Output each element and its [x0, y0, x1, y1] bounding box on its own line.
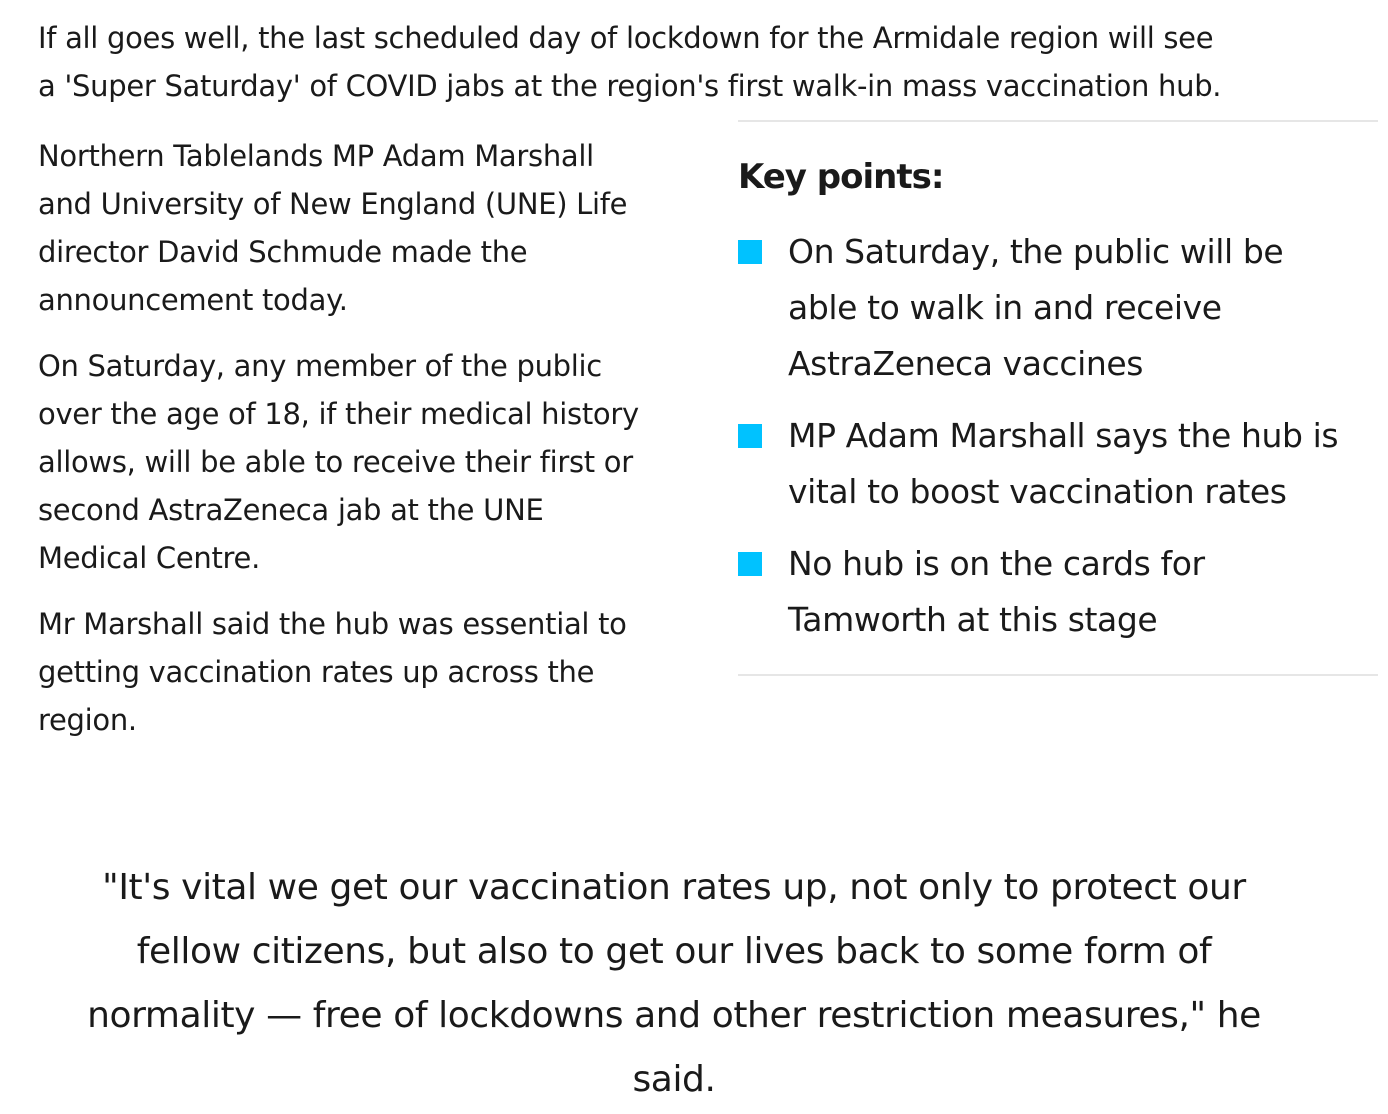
- body-line: announcement today.: [38, 283, 348, 317]
- key-point-item: [738, 408, 1378, 520]
- key-point-line: No hub is on the cards for: [788, 544, 1205, 583]
- key-point-line: AstraZeneca vaccines: [788, 344, 1144, 383]
- body-line: director David Schmude made the: [38, 235, 528, 269]
- quote-line: fellow citizens, but also to get our lives back to some form of: [136, 931, 1212, 972]
- article-columns: [38, 132, 1378, 792]
- body-line: over the age of 18, if their medical history: [38, 397, 639, 431]
- quote-line: "It's vital we get our vaccination rates up, not only to protect our: [102, 867, 1246, 908]
- body-paragraph: [38, 132, 698, 324]
- lead-line: a 'Super Saturday' of COVID jabs at the region's first walk-in mass vaccination hub.: [38, 69, 1222, 103]
- lead-paragraph: [38, 14, 1328, 110]
- pull-quote: [38, 856, 1310, 1112]
- square-bullet-icon: [738, 552, 762, 576]
- key-point-item: [738, 224, 1378, 392]
- body-line: getting vaccination rates up across the: [38, 655, 595, 689]
- square-bullet-icon: [738, 240, 762, 264]
- key-points-heading: Key points:: [738, 157, 944, 197]
- body-line: allows, will be able to receive their first or: [38, 445, 633, 479]
- body-line: and University of New England (UNE) Life: [38, 187, 628, 221]
- key-points-list: [738, 224, 1378, 648]
- body-line: Medical Centre.: [38, 541, 261, 575]
- key-point-line: able to walk in and receive: [788, 288, 1222, 327]
- body-column: [38, 132, 698, 762]
- key-points-box: [738, 120, 1378, 676]
- body-paragraph: [38, 342, 698, 582]
- key-point-item: [738, 536, 1378, 648]
- body-line: region.: [38, 703, 137, 737]
- body-line: Mr Marshall said the hub was essential to: [38, 607, 627, 641]
- key-point-line: MP Adam Marshall says the hub is: [788, 416, 1339, 455]
- body-paragraph: [38, 600, 698, 744]
- body-line: Northern Tablelands MP Adam Marshall: [38, 139, 594, 173]
- body-line: second AstraZeneca jab at the UNE: [38, 493, 544, 527]
- quote-line: normality — free of lockdowns and other restriction measures," he: [87, 995, 1261, 1036]
- square-bullet-icon: [738, 424, 762, 448]
- article: [38, 14, 1378, 792]
- key-point-line: vital to boost vaccination rates: [788, 472, 1287, 511]
- body-line: On Saturday, any member of the public: [38, 349, 602, 383]
- quote-line: said.: [632, 1059, 716, 1100]
- lead-line: If all goes well, the last scheduled day of lockdown for the Armidale region will see: [38, 21, 1214, 55]
- key-point-line: Tamworth at this stage: [788, 600, 1158, 639]
- key-point-line: On Saturday, the public will be: [788, 232, 1284, 271]
